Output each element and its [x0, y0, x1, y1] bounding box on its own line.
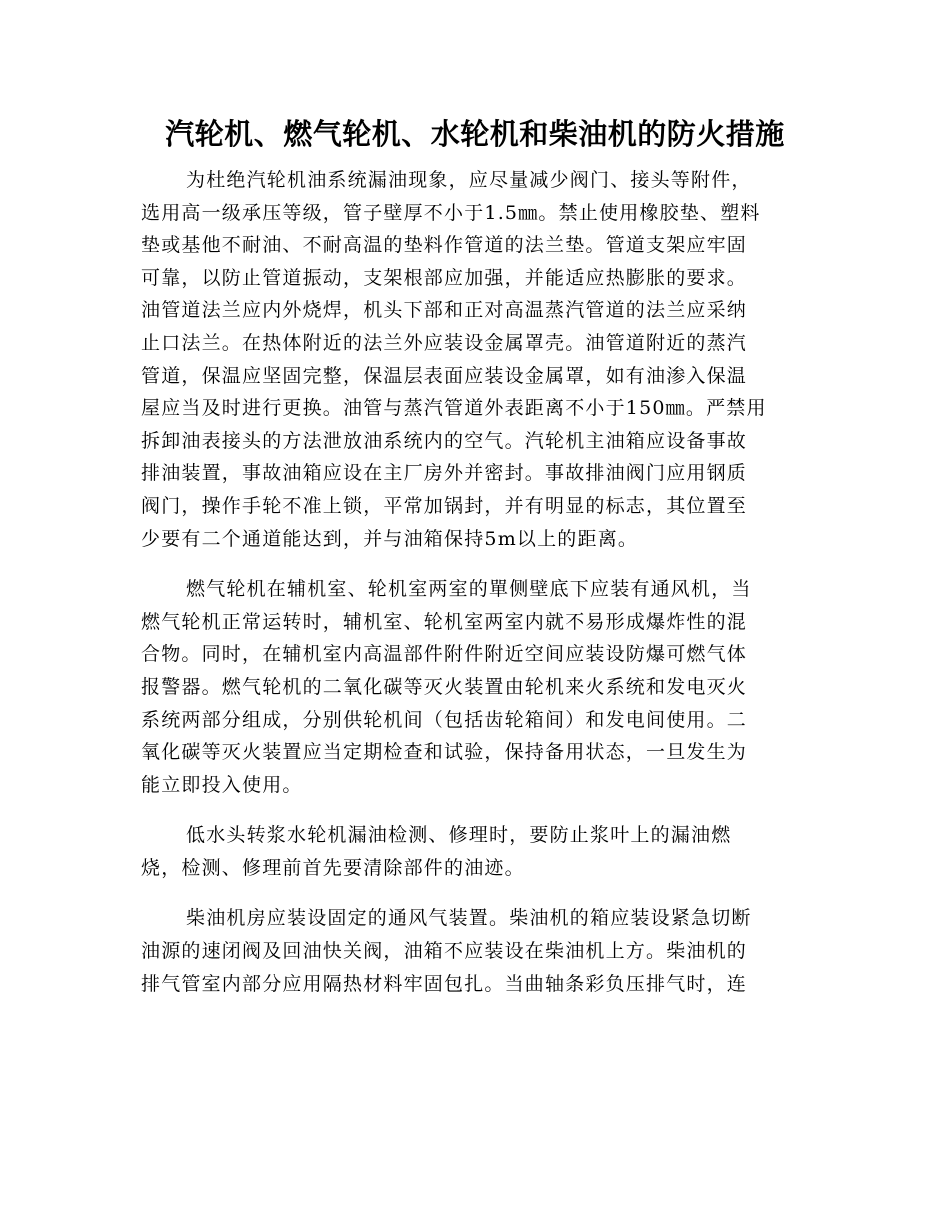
paragraph-gas-turbine [141, 573, 811, 801]
paragraph-hydro-turbine [141, 819, 811, 884]
text-line: 排气管室内部分应用隔热材料牢固包扎。当曲轴条彩负压排气时，连 [141, 972, 748, 995]
document-body [141, 164, 811, 1000]
text-line: 垫或基他不耐油、不耐高温的垫料作管道的法兰垫。管道支架应牢固 [141, 234, 748, 257]
text-line: 可靠，以防止管道振动，支架根部应加强，并能适应热膨胀的要求。 [141, 266, 748, 289]
text-line: 少要有二个通道能达到，并与油箱保持5m以上的距离。 [141, 527, 639, 550]
text-line: 燃气轮机正常运转时，辅机室、轮机室两室内就不易形成爆炸性的混 [141, 610, 748, 633]
text-line: 报警器。燃气轮机的二氧化碳等灭火装置由轮机来火系统和发电灭火 [141, 675, 748, 698]
text-line: 能立即投入使用。 [141, 773, 303, 796]
text-line: 燃气轮机在辅机室、轮机室两室的單侧壁底下应装有通风机，当 [186, 578, 752, 601]
text-line: 系统两部分组成，分别供轮机间（包括齿轮箱间）和发电间使用。二 [141, 708, 748, 731]
text-line: 阀门，操作手轮不准上锁，平常加锅封，并有明显的标志，其位置至 [141, 494, 748, 517]
text-line: 选用高一级承压等级，管子壁厚不小于1.5㎜。禁止使用橡胶垫、塑料 [141, 201, 761, 224]
paragraph-diesel-engine [141, 902, 811, 1000]
text-line: 止口法兰。在热体附近的法兰外应装设金属罩壳。油管道附近的蒸汽 [141, 331, 748, 354]
text-line: 低水头转浆水轮机漏油检测、修理时，要防止浆叶上的漏油燃 [186, 824, 732, 847]
text-line: 排油装置，事故油箱应设在主厂房外并密封。事故排油阀门应用钢质 [141, 462, 748, 485]
text-line: 拆卸油表接头的方法泄放油系统内的空气。汽轮机主油箱应设备事故 [141, 429, 748, 452]
text-line: 合物。同时，在辅机室内高温部件附件附近空间应装设防爆可燃气体 [141, 643, 748, 666]
text-line: 油管道法兰应内外烧焊，机头下部和正对高温蒸汽管道的法兰应采纳 [141, 299, 748, 322]
text-line: 油源的速闭阀及回油快关阀，油箱不应装设在柴油机上方。柴油机的 [141, 940, 748, 963]
document-title: 汽轮机、燃气轮机、水轮机和柴油机的防火措施 [165, 117, 785, 151]
text-line: 烧，检测、修理前首先要清除部件的油迹。 [141, 856, 525, 879]
text-line: 屋应当及时进行更换。油管与蒸汽管道外表距离不小于150㎜。严禁用 [141, 397, 767, 420]
paragraph-turbine-oil [141, 164, 811, 555]
text-line: 管道，保温应坚固完整，保温层表面应装设金属罩，如有油渗入保温 [141, 364, 748, 387]
text-line: 为杜绝汽轮机油系统漏油现象，应尽量减少阀门、接头等附件， [186, 169, 752, 191]
text-line: 氧化碳等灭火装置应当定期检查和试验，保持备用状态，一旦发生为 [141, 741, 748, 764]
text-line: 柴油机房应装设固定的通风气装置。柴油机的箱应装设紧急切断 [186, 907, 752, 930]
